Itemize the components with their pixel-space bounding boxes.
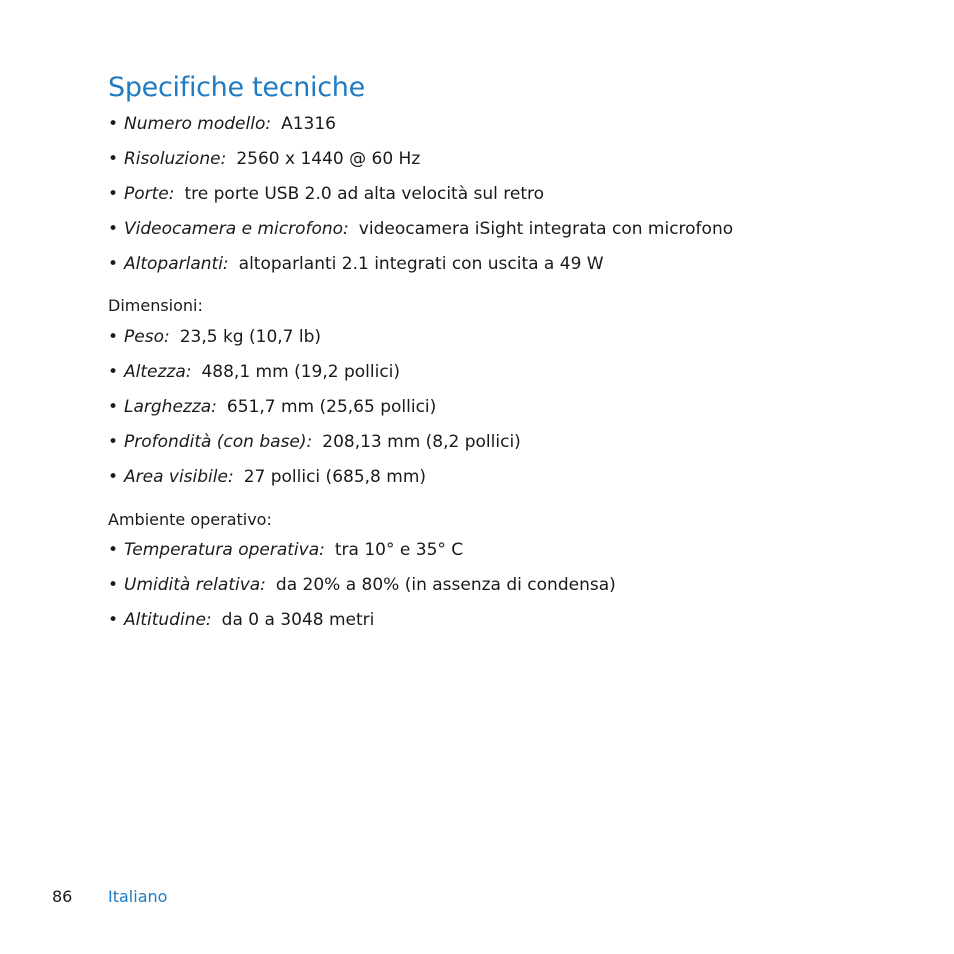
spec-label: Risoluzione:	[124, 149, 227, 169]
spec-item-width	[108, 397, 521, 432]
spec-item-operating-temperature	[108, 540, 616, 575]
spec-label: Area visibile:	[124, 467, 234, 487]
spec-value: 488,1 mm (19,2 pollici)	[201, 362, 401, 382]
bullet-icon: •	[108, 397, 119, 417]
spec-label: Temperatura operativa:	[124, 540, 325, 560]
spec-item-altitude	[108, 610, 616, 645]
spec-value: videocamera iSight integrata con microfono	[358, 219, 734, 239]
bullet-icon: •	[108, 432, 119, 452]
spec-value: 208,13 mm (8,2 pollici)	[322, 432, 521, 452]
spec-item-speakers	[108, 254, 733, 289]
spec-label: Peso:	[124, 327, 170, 347]
bullet-icon: •	[108, 540, 119, 560]
spec-value: A1316	[281, 114, 336, 134]
bullet-icon: •	[108, 149, 119, 169]
spec-value: tra 10° e 35° C	[334, 540, 464, 560]
spec-item-resolution	[108, 149, 733, 184]
spec-value: da 20% a 80% (in assenza di condensa)	[275, 575, 616, 595]
bullet-icon: •	[108, 114, 119, 134]
spec-item-height	[108, 362, 521, 397]
bullet-icon: •	[108, 184, 119, 204]
spec-label: Altezza:	[124, 362, 192, 382]
environment-list	[108, 540, 616, 645]
spec-label: Porte:	[124, 184, 175, 204]
bullet-icon: •	[108, 610, 119, 630]
spec-label: Altoparlanti:	[124, 254, 229, 274]
page-number: 86	[52, 887, 73, 906]
spec-value: tre porte USB 2.0 ad alta velocità sul retro	[184, 184, 545, 204]
page-title: Specifiche tecniche	[108, 72, 365, 103]
spec-item-relative-humidity	[108, 575, 616, 610]
footer-section-label: Italiano	[108, 887, 168, 906]
spec-label: Altitudine:	[124, 610, 212, 630]
spec-value: 2560 x 1440 @ 60 Hz	[236, 149, 421, 169]
spec-label: Numero modello:	[124, 114, 272, 134]
spec-item-model-number	[108, 114, 733, 149]
spec-item-weight	[108, 327, 521, 362]
spec-value: 27 pollici (685,8 mm)	[243, 467, 427, 487]
dimensions-list	[108, 327, 521, 502]
spec-label: Larghezza:	[124, 397, 217, 417]
bullet-icon: •	[108, 362, 119, 382]
bullet-icon: •	[108, 327, 119, 347]
spec-item-camera-mic	[108, 219, 733, 254]
environment-heading: Ambiente operativo:	[108, 510, 272, 529]
spec-label: Profondità (con base):	[124, 432, 313, 452]
spec-item-depth	[108, 432, 521, 467]
bullet-icon: •	[108, 219, 119, 239]
spec-value: 23,5 kg (10,7 lb)	[179, 327, 322, 347]
spec-item-viewable-area	[108, 467, 521, 502]
spec-item-ports	[108, 184, 733, 219]
bullet-icon: •	[108, 575, 119, 595]
spec-label: Umidità relativa:	[124, 575, 266, 595]
dimensions-heading: Dimensioni:	[108, 296, 203, 315]
spec-value: 651,7 mm (25,65 pollici)	[226, 397, 437, 417]
bullet-icon: •	[108, 254, 119, 274]
spec-value: altoparlanti 2.1 integrati con uscita a 49 W	[238, 254, 604, 274]
bullet-icon: •	[108, 467, 119, 487]
general-spec-list	[108, 114, 733, 289]
spec-label: Videocamera e microfono:	[124, 219, 349, 239]
spec-value: da 0 a 3048 metri	[221, 610, 375, 630]
